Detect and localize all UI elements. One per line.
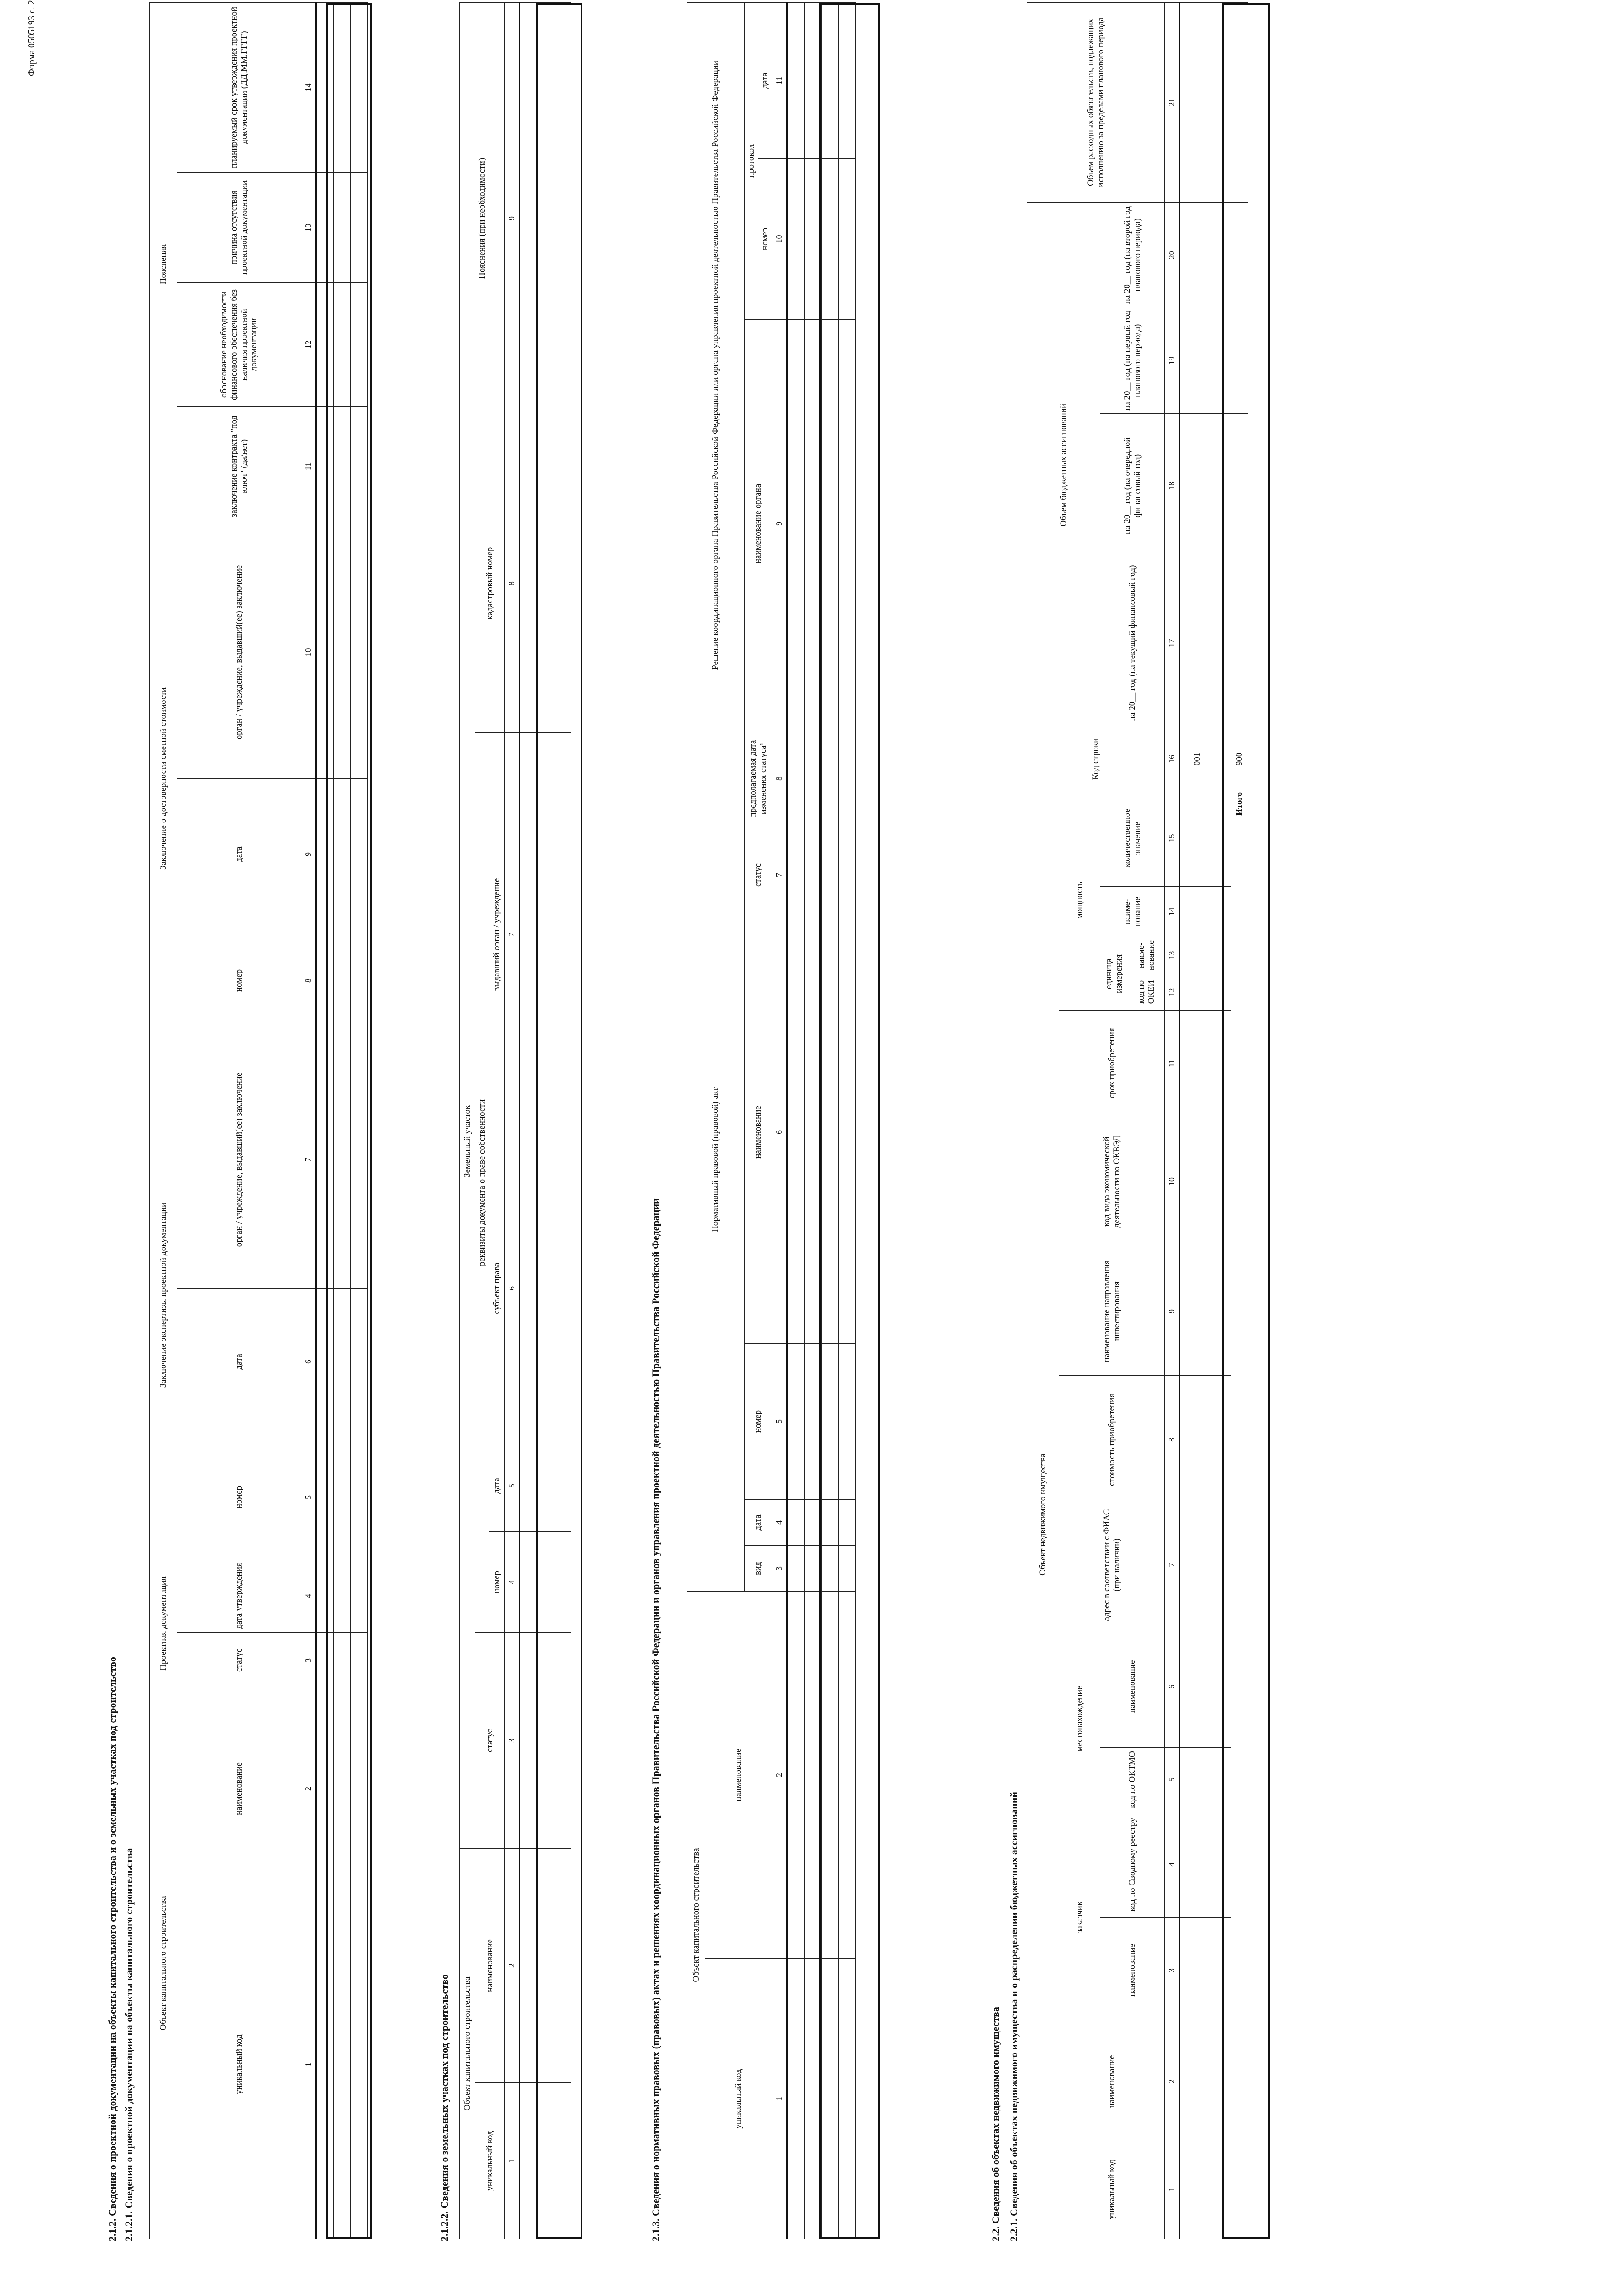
header-explanations: Пояснения — [150, 2, 177, 526]
real-estate-table — [1027, 2, 1248, 2239]
col-number: 9 — [505, 2, 520, 434]
table-row — [822, 2, 839, 2239]
header-est-date: дата — [177, 778, 301, 930]
col-number: 1 — [301, 1890, 316, 2239]
header-object: Объект капитального строительства — [687, 1591, 705, 2239]
total-label: Итого — [1231, 790, 1248, 2239]
header-unit: единица измерения — [1100, 937, 1128, 1011]
header-quantity: количественное значение — [1100, 790, 1165, 886]
header-status: статус — [475, 1632, 505, 1848]
table-row — [334, 2, 351, 2239]
header-invest: наименование направления инвестирования — [1059, 1247, 1165, 1376]
line-code-900: 900 — [1231, 728, 1248, 790]
header-justification: обоснование необходимости финансового обеспечения без наличия проектной документации — [177, 282, 301, 406]
header-name: наименование — [475, 1848, 505, 2082]
table-row — [554, 2, 571, 2239]
col-number: 9 — [1165, 1247, 1180, 1376]
header-unique-code: уникальный код — [1059, 2140, 1165, 2239]
project-documentation-table — [149, 2, 368, 2239]
header-expertise: Заключение экспертизы проектной документации — [150, 1031, 177, 1559]
section-heading-2-2: 2.2. Сведения об объектах недвижимого имущества — [990, 2006, 1001, 2241]
header-status: статус — [177, 1632, 301, 1688]
header-exp-date: дата — [177, 1288, 301, 1435]
header-rights-doc: реквизиты документа о праве собственности — [475, 732, 489, 1632]
col-number: 1 — [1165, 2140, 1180, 2239]
header-budget: Объем бюджетных ассигнований — [1027, 202, 1100, 728]
header-legal-act: Нормативный правовой (правовой) акт — [687, 728, 745, 1591]
header-term: срок приобретения — [1059, 1011, 1165, 1116]
header-protocol-number: номер — [758, 158, 772, 319]
col-number: 7 — [772, 829, 787, 921]
table-row — [787, 2, 805, 2239]
col-number: 3 — [301, 1632, 316, 1688]
header-date: дата — [489, 1440, 505, 1531]
header-act-name: наименование — [745, 921, 772, 1343]
header-issuer: выдавший орган / учреждение — [489, 732, 505, 1137]
header-location-name: наименование — [1100, 1626, 1165, 1748]
col-number: 14 — [301, 2, 316, 172]
header-number: номер — [489, 1531, 505, 1632]
table-row — [316, 2, 334, 2239]
header-approve-date: дата утверждения — [177, 1559, 301, 1632]
col-number: 6 — [505, 1137, 520, 1440]
section-heading-2-1-2-2: 2.1.2.2. Сведения о земельных участках под строительство — [439, 1974, 450, 2241]
header-date: дата — [745, 1499, 772, 1545]
header-unique-code: уникальный код — [177, 1890, 301, 2239]
col-number: 6 — [1165, 1626, 1180, 1748]
col-number: 1 — [772, 1959, 787, 2239]
col-number: 7 — [505, 732, 520, 1137]
header-cadastral: кадастровый номер — [475, 434, 505, 732]
header-explanations: Пояснения (при необходимости) — [460, 2, 505, 434]
col-number: 16 — [1165, 728, 1180, 790]
header-status: статус — [745, 829, 772, 921]
header-year-plan2: на 20__ год (на второй год планового периода) — [1100, 202, 1165, 308]
header-exp-org: орган / учреждение, выдавший(ее) заключение — [177, 1031, 301, 1288]
col-number: 2 — [301, 1688, 316, 1890]
header-planned-approval: планируемый срок утверждения проектной документации (ДД.ММ.ГГГГ) — [177, 2, 301, 172]
col-number: 19 — [1165, 308, 1180, 413]
legal-acts-table — [687, 2, 856, 2239]
header-decision: Решение координационного органа Правительства Российской Федерации или органа управления проектной деятельностью Правительства Российской Федерации — [687, 2, 745, 728]
col-number: 1 — [505, 2083, 520, 2239]
header-unit-name: наиме-нование — [1128, 937, 1165, 974]
col-number: 8 — [301, 930, 316, 1031]
col-number: 7 — [301, 1031, 316, 1288]
col-number: 6 — [772, 921, 787, 1343]
header-unique-code: уникальный код — [705, 1959, 772, 2239]
header-power-name: наиме-нование — [1100, 887, 1165, 937]
header-fias: адрес в соответствии с ФИАС (при наличии) — [1059, 1504, 1165, 1626]
header-object: Объект капитального строительства — [150, 1688, 177, 2239]
col-number: 10 — [301, 526, 316, 778]
header-line-code: Код строки — [1027, 728, 1165, 790]
land-plots-table — [459, 2, 571, 2239]
col-number: 4 — [772, 1499, 787, 1545]
table-row — [537, 2, 554, 2239]
col-number: 3 — [1165, 1918, 1180, 2023]
col-number: 11 — [772, 2, 787, 158]
section-heading-2-2-1: 2.2.1. Сведения об объектах недвижимого имущества и о распределении бюджетных ассигнований — [1008, 1791, 1020, 2241]
header-exp-number: номер — [177, 1435, 301, 1559]
col-number: 10 — [1165, 1116, 1180, 1247]
table-row — [805, 2, 822, 2239]
col-number: 2 — [505, 1848, 520, 2082]
col-number: 5 — [505, 1440, 520, 1531]
header-name: наименование — [177, 1688, 301, 1890]
header-power: мощность — [1059, 790, 1100, 1010]
section-heading-2-1-3: 2.1.3. Сведения о нормативных правовых (правовых) актах и решениях координационных органов Правительства Российской Федерации и органов управления проектной деятельностью Правительства Российской Федерации — [650, 1198, 661, 2241]
table-row — [1214, 2, 1231, 2239]
table-row — [839, 2, 856, 2239]
header-customer-name: наименование — [1100, 1918, 1165, 2023]
col-number: 12 — [1165, 974, 1180, 1011]
table-row — [351, 2, 368, 2239]
col-number: 3 — [505, 1632, 520, 1848]
header-name: наименование — [705, 1591, 772, 1958]
col-number: 10 — [772, 158, 787, 319]
header-est-org: орган / учреждение, выдавший(ее) заключение — [177, 526, 301, 778]
col-number: 17 — [1165, 558, 1180, 728]
col-number: 5 — [301, 1435, 316, 1559]
col-number: 11 — [1165, 1011, 1180, 1116]
header-number: номер — [745, 1343, 772, 1499]
header-year-next: на 20__ год (на очередной финансовый год) — [1100, 413, 1165, 558]
header-turnkey: заключение контракта "под ключ" (да/нет) — [177, 406, 301, 526]
header-org-name: наименование органа — [745, 319, 772, 728]
col-number: 4 — [505, 1531, 520, 1632]
col-number: 15 — [1165, 790, 1180, 886]
col-number: 13 — [1165, 937, 1180, 974]
col-number: 4 — [301, 1559, 316, 1632]
col-number: 8 — [505, 434, 520, 732]
col-number: 4 — [1165, 1812, 1180, 1918]
header-estimate: Заключение о достоверности сметной стоимости — [150, 526, 177, 1031]
total-row — [1231, 2, 1248, 2239]
header-subject: субъект права — [489, 1137, 505, 1440]
header-obligations: Объем расходных обязательств, подлежащих исполнению за пределами планового периода — [1027, 2, 1165, 202]
col-number: 12 — [301, 282, 316, 406]
header-unique-code: уникальный код — [475, 2083, 505, 2239]
header-customer-code: код по Сводному реестру — [1100, 1812, 1165, 1918]
header-object: Объект капитального строительства — [460, 1848, 475, 2239]
section-heading-2-1-2: 2.1.2. Сведения о проектной документации на объекты капитального строительства и о земельных участках под строительство — [107, 1657, 118, 2241]
header-est-number: номер — [177, 930, 301, 1031]
table-row — [1197, 2, 1214, 2239]
col-number: 9 — [301, 778, 316, 930]
header-absence-reason: причина отсутствия проектной документации — [177, 172, 301, 282]
col-number: 5 — [772, 1343, 787, 1499]
header-name: наименование — [1059, 2023, 1165, 2140]
section-heading-2-1-2-1: 2.1.2.1. Сведения о проектной документации на объекты капитального строительства — [123, 1848, 135, 2241]
col-number: 20 — [1165, 202, 1180, 308]
col-number: 14 — [1165, 887, 1180, 937]
line-code-001: 001 — [1179, 728, 1214, 790]
header-customer: заказчик — [1059, 1812, 1100, 2023]
header-year-plan1: на 20__ год (на первый год планового периода) — [1100, 308, 1165, 413]
header-protocol: протокол — [745, 2, 758, 319]
header-okved: код вида экономической деятельности по ОКВЭД — [1059, 1116, 1165, 1247]
col-number: 8 — [772, 728, 787, 829]
col-number: 3 — [772, 1545, 787, 1591]
header-planned-date: предполагаемая дата изменения статуса¹ — [745, 728, 772, 829]
header-project-doc: Проектная документация — [150, 1559, 177, 1688]
col-number: 13 — [301, 172, 316, 282]
col-number: 8 — [1165, 1376, 1180, 1504]
col-number: 18 — [1165, 413, 1180, 558]
header-location: местонахождение — [1059, 1626, 1100, 1812]
header-kind: вид — [745, 1545, 772, 1591]
col-number: 9 — [772, 319, 787, 728]
header-land-plot: Земельный участок — [460, 434, 475, 1848]
table-row — [1179, 2, 1197, 2239]
table-row — [519, 2, 537, 2239]
col-number: 7 — [1165, 1504, 1180, 1626]
header-year-current: на 20__ год (на текущий финансовый год) — [1100, 558, 1165, 728]
header-oktmo: код по ОКТМО — [1100, 1748, 1165, 1812]
col-number: 2 — [772, 1591, 787, 1958]
col-number: 6 — [301, 1288, 316, 1435]
header-object: Объект недвижимого имущества — [1027, 790, 1059, 2239]
header-cost: стоимость приобретения — [1059, 1376, 1165, 1504]
col-number: 11 — [301, 406, 316, 526]
header-protocol-date: дата — [758, 2, 772, 158]
header-okei: код по ОКЕИ — [1128, 974, 1165, 1011]
col-number: 21 — [1165, 2, 1180, 202]
form-number: Форма 0505193 с. 2 — [27, 0, 37, 76]
col-number: 5 — [1165, 1748, 1180, 1812]
col-number: 2 — [1165, 2023, 1180, 2140]
